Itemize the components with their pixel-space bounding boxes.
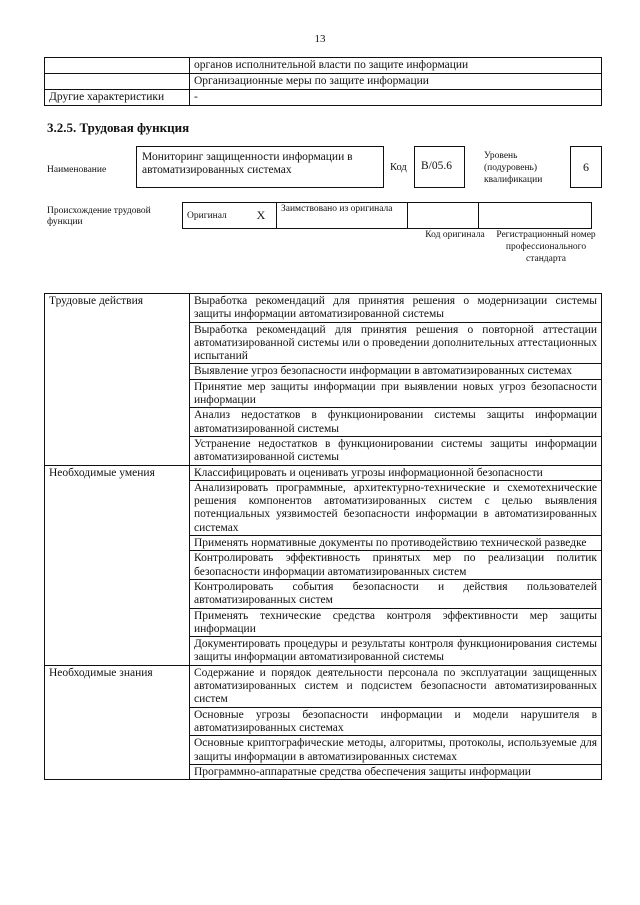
top-table [44,57,602,106]
table-cell: Основные угрозы безопасности информации и модели нарушителя в автоматизированных системах [190,707,602,736]
function-code-box: B/05.6 [414,146,465,188]
table-cell: Выявление угроз безопасности информации в автоматизированных системах [190,364,602,379]
section-heading: 3.2.5. Трудовая функция [47,120,190,135]
table-cell [45,74,190,90]
name-label: Наименование [47,165,107,175]
table-row [45,90,602,106]
table-cell: Организационные меры по защите информации [190,74,602,90]
level-label: Уровень (подуровень) квалификации [484,151,543,185]
table-row [45,58,602,74]
original-mark: X [246,203,277,229]
original-label: Оригинал [183,203,247,229]
table-cell [45,58,190,74]
registration-number-cell [479,203,592,229]
table-cell: Классифицировать и оценивать угрозы информационной безопасности [190,465,602,480]
table-cell: - [190,90,602,106]
table-cell: Контролировать события безопасности и действия пользователей автоматизированных систем [190,579,602,608]
table-cell: Выработка рекомендаций для принятия решения о повторной аттестации автоматизированной системы или о проведении дополнительных аттестационных испытаний [190,322,602,364]
table-row [45,294,602,323]
origin-table [182,202,592,229]
section-title: Трудовые действия [45,294,190,466]
table-cell: Контролировать эффективность принятых мер по реализации политик безопасности информации автоматизированных систем [190,551,602,580]
level-box: 6 [570,146,602,188]
code-original-cell [408,203,479,229]
section-title: Необходимые знания [45,665,190,779]
table-cell: Документировать процедуры и результаты контроля функционирования системы защиты информации автоматизированной системы [190,637,602,666]
main-table [44,293,602,780]
table-cell: органов исполнительной власти по защите информации [190,58,602,74]
table-row [45,665,602,707]
table-row [45,465,602,480]
table-cell: Анализ недостатков в функционировании системы защиты информации автоматизированной системы [190,408,602,437]
code-original-caption: Код оригинала [425,230,485,240]
page-number: 13 [314,33,326,45]
function-name-box: Мониторинг защищенности информации в автоматизированных системах [136,146,384,188]
table-cell: Анализировать программные, архитектурно-технические и схемотехнические решения компонентов автоматизированных систем с целью выявления потенциальных уязвимостей безопасности информации в автоматизированных системах [190,480,602,535]
borrowed-label: Заимствовано из оригинала [277,203,408,229]
table-cell: Программно-аппаратные средства обеспечения защиты информации [190,764,602,779]
table-cell: Устранение недостатков в функционировании системы защиты информации автоматизированной системы [190,436,602,465]
registration-caption: Регистрационный номер профессионального стандарта [496,230,596,264]
table-row [183,203,592,229]
table-cell: Принятие мер защиты информации при выявлении новых угроз безопасности информации [190,379,602,408]
table-row [45,74,602,90]
origin-label: Происхождение трудовой функции [47,206,151,227]
table-cell: Применять нормативные документы по противодействию технической разведке [190,536,602,551]
table-cell: Основные криптографические методы, алгоритмы, протоколы, используемые для защиты информации в автоматизированных системах [190,736,602,765]
table-cell: Содержание и порядок деятельности персонала по эксплуатации защищенных автоматизированных систем и подсистем безопасности автоматизированных систем [190,665,602,707]
code-label: Код [390,162,407,173]
table-cell: Другие характеристики [45,90,190,106]
table-cell: Выработка рекомендаций для принятия решения о модернизации системы защиты информации автоматизированной системы [190,294,602,323]
section-title: Необходимые умения [45,465,190,665]
table-cell: Применять технические средства контроля эффективности мер защиты информации [190,608,602,637]
